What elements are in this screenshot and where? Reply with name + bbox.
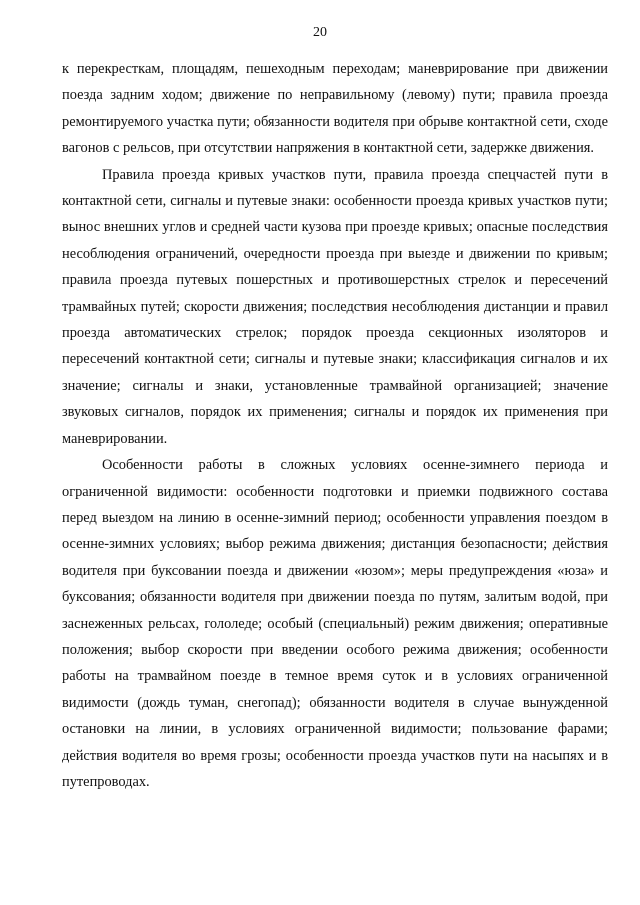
- page-number: 20: [313, 25, 327, 40]
- paragraph-continuation: к перекресткам, площадям, пешеходным переходам; маневрирование при движении поезда задним ходом; движение по неправильному (левому) пути; правила проезда ремонтируемого участка пути; обязанности водителя при обрыве контактной сети, сходе вагонов с рельсов, при отсутствии напряжения в контактной сети, задержке движения.: [62, 61, 608, 157]
- body-text: [62, 56, 608, 795]
- paragraph-curves-and-signals: Правила проезда кривых участков пути, правила проезда спецчастей пути в контактной сети, сигналы и путевые знаки: особенности проезда кривых участков пути; вынос внешних углов и средней части кузова при проезде кривых; опасные последствия несоблюдения ограничений, очередности проезда при выезде и движении по кривым; правила проезда путевых пошерстных и противошерстных стрелок и пересечений трамвайных путей; скорости движения; последствия несоблюдения дистанции и правил проезда автоматических стрелок; порядок проезда секционных изоляторов и пересечений контактной сети; сигналы и путевые знаки; классификация сигналов и их значение; сигналы и знаки, установленные трамвайной организацией; значение звуковых сигналов, порядок их применения; сигналы и порядок их применения при маневрировании.: [62, 166, 608, 447]
- paragraph-winter-conditions: Особенности работы в сложных условиях осенне-зимнего периода и ограниченной видимости: особенности подготовки и приемки подвижного состава перед выездом на линию в осенне-зимний период; особенности управления поездом в осенне-зимних условиях; выбор режима движения; дистанция безопасности; действия водителя при буксовании поезда и движении «юзом»; меры предупреждения «юза» и буксования; обязанности водителя при движении поезда по путям, залитым водой, при заснеженных рельсах, гололеде; особый (специальный) режим движения; оперативные положения; выбор скорости при введении особого режима движения; особенности работы на трамвайном поезде в темное время суток и в условиях ограниченной видимости (дождь туман, снегопад); обязанности водителя в случае вынужденной остановки на линии, в условиях ограниченной видимости; пользование фарами; действия водителя во время грозы; особенности проезда участков пути на насыпях и в путепроводах.: [62, 457, 608, 790]
